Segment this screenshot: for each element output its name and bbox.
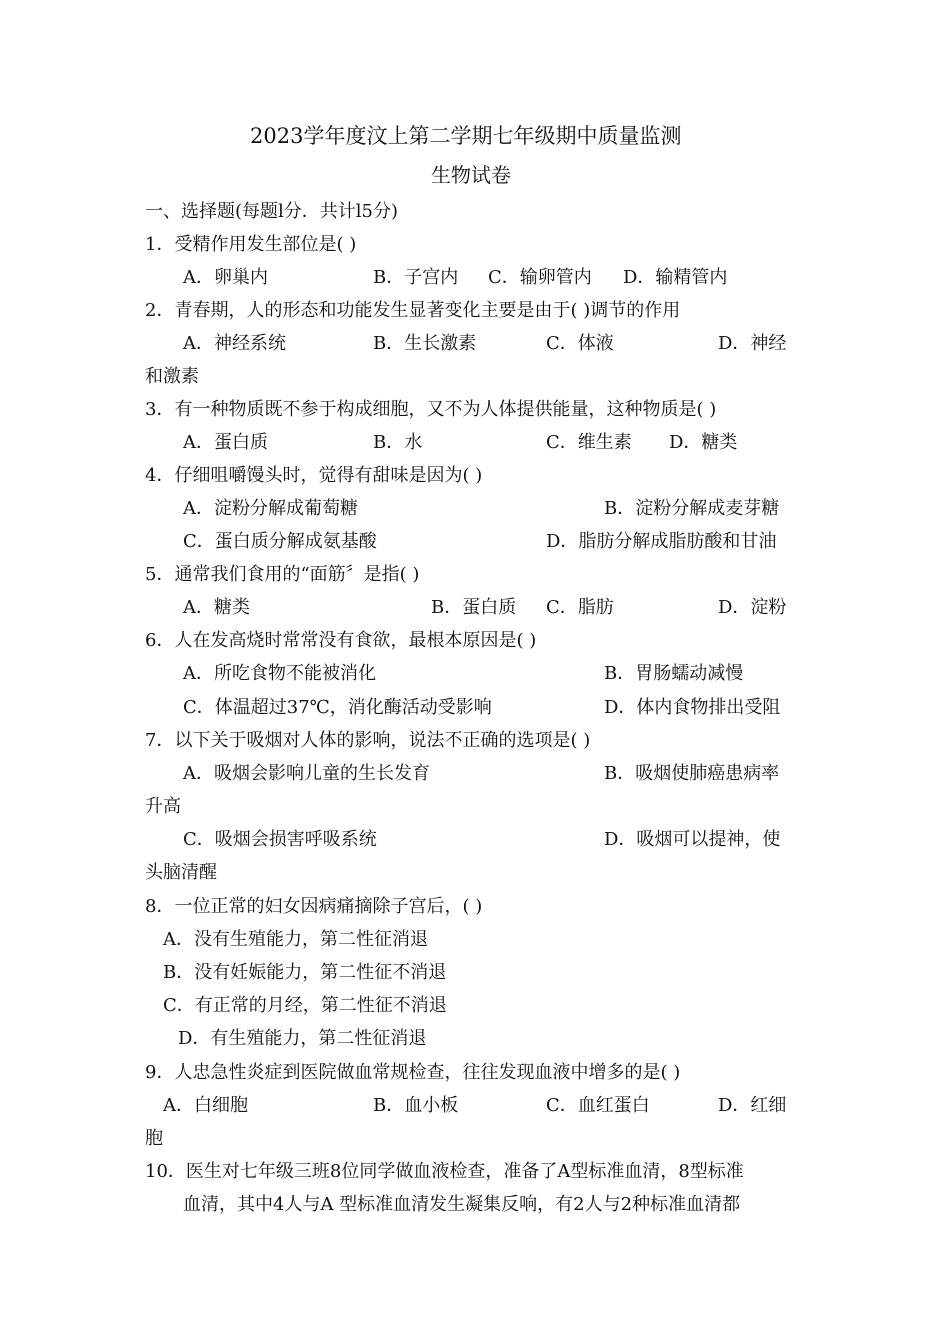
question-5-option-c: C．脂肪 [546, 597, 614, 618]
question-3-stem: 3．有一种物质既不参于构成细胞，又不为人体提供能量，这种物质是( ) [145, 399, 717, 420]
question-2-option-b: B．生长激素 [373, 333, 477, 354]
question-4-option-a: A．淀粉分解成葡萄糖 [183, 498, 358, 519]
question-8-option-d: D．有生殖能力，第二性征消退 [178, 1028, 427, 1049]
question-2-option-c: C．体液 [546, 333, 614, 354]
question-6-option-d: D．体内食物排出受阻 [604, 697, 781, 718]
question-9-option-b: B．血小板 [373, 1095, 459, 1116]
question-3-option-b: B．水 [373, 432, 423, 453]
question-1-option-c: C．输卵管内 [488, 267, 592, 288]
question-9-option-d: D．红细 [718, 1095, 787, 1116]
page-title: 2023学年度汶上第二学期七年级期中质量监测 [250, 124, 682, 148]
question-7-option-b-continued: 升高 [145, 796, 181, 817]
question-6-stem: 6．人在发高烧时常常没有食欲，最根本原因是( ) [145, 630, 537, 651]
question-8-option-c: C．有正常的月经，第二性征不消退 [163, 995, 447, 1016]
question-4-option-c: C．蛋白质分解成氨基酸 [183, 531, 377, 552]
section-heading: 一、选择题(每题l分．共计l5分) [145, 201, 399, 222]
question-4-option-b: B．淀粉分解成麦芽糖 [604, 498, 780, 519]
question-7-option-d-continued: 头脑清醒 [145, 862, 217, 883]
question-6-option-c: C．体温超过37℃，消化酶活动受影响 [183, 697, 492, 718]
question-4-option-d: D．脂肪分解成脂肪酸和甘油 [546, 531, 777, 552]
question-7-option-d: D．吸烟可以提神，使 [604, 829, 781, 850]
question-1-option-a: A．卵巢内 [183, 267, 268, 288]
question-7-option-a: A．吸烟会影响儿童的生长发育 [183, 763, 430, 784]
question-2-option-d-continued: 和激素 [145, 366, 199, 387]
question-8-option-b: B．没有妊娠能力，第二性征不消退 [163, 962, 447, 983]
question-6-option-b: B．胃肠蠕动减慢 [604, 663, 744, 684]
question-7-stem: 7．以下关于吸烟对人体的影响，说法不正确的选项是( ) [145, 730, 591, 751]
question-2-stem: 2．青春期，人的形态和功能发生显著变化主要是由于( )调节的作用 [145, 300, 681, 321]
question-1-option-b: B．子宫内 [373, 267, 459, 288]
question-5-option-d: D．淀粉 [718, 597, 787, 618]
question-9-option-d-continued: 胞 [145, 1128, 163, 1149]
question-8-option-a: A．没有生殖能力，第二性征消退 [163, 929, 428, 950]
question-4-stem: 4．仔细咀嚼馒头时，觉得有甜味是因为( ) [145, 465, 483, 486]
question-7-option-b: B．吸烟使肺癌患病率 [604, 763, 780, 784]
question-3-option-a: A．蛋白质 [183, 432, 268, 453]
question-1-stem: 1．受精作用发生部位是( ) [145, 234, 357, 255]
question-5-stem: 5．通常我们食用的“面筋〞是指( ) [145, 564, 420, 585]
question-1-option-d: D．输精管内 [623, 267, 728, 288]
question-9-option-c: C．血红蛋白 [546, 1095, 650, 1116]
question-10-line-1: 10．医生对七年级三班8位同学做血液检查，准备了A型标准血清，8型标准 [145, 1161, 744, 1182]
question-2-option-d: D．神经 [718, 333, 787, 354]
question-8-stem: 8．一位正常的妇女因病痛摘除子宫后，( ) [145, 896, 483, 917]
page-subtitle: 生物试卷 [431, 163, 511, 187]
question-3-option-d: D．糖类 [669, 432, 738, 453]
question-9-stem: 9．人忠急性炎症到医院做血常规检查，往往发现血液中增多的是( ) [145, 1062, 681, 1083]
question-9-option-a: A．白细胞 [163, 1095, 248, 1116]
question-5-option-b: B．蛋白质 [431, 597, 517, 618]
question-7-option-c: C．吸烟会损害呼吸系统 [183, 829, 377, 850]
question-2-option-a: A．神经系统 [183, 333, 286, 354]
question-6-option-a: A．所吃食物不能被消化 [183, 663, 376, 684]
question-5-option-a: A．糖类 [183, 597, 250, 618]
question-3-option-c: C．维生素 [546, 432, 632, 453]
question-10-line-2: 血清，其中4人与A 型标准血清发生凝集反响，有2人与2种标准血清都 [183, 1194, 741, 1215]
